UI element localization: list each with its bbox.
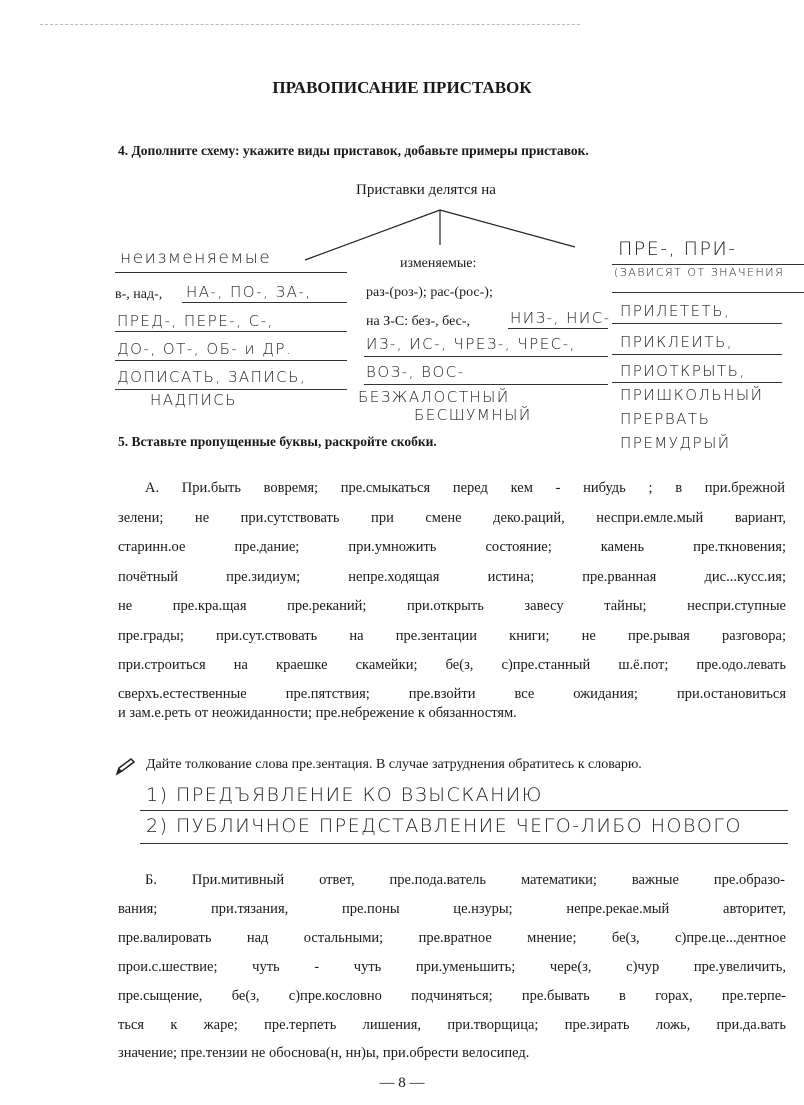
scan-edge	[40, 24, 580, 25]
left-hw: НА-, ПО-, ЗА-,	[186, 283, 312, 301]
right-example: ПРИОТКРЫТЬ,	[620, 362, 746, 380]
task-5: 5. Вставьте пропущенные буквы, раскройте скобки.	[118, 434, 437, 449]
right-example: ПРИЛЕТЕТЬ,	[620, 302, 731, 320]
right-example: ПРИКЛЕИТЬ,	[620, 333, 734, 351]
exercise-line: не пре.кра.щая пре.реканий; при.открыть завесу тайны; неспри.ступные	[118, 598, 786, 614]
right-example: ПРЕМУДРЫЙ	[620, 434, 731, 452]
middle-line: раз-(роз-); рас-(рос-);	[366, 285, 493, 300]
exercise-line: при.строиться на краешке скамейки; бе(з, с)пре.станный ш.ё.пот; пре.одо.левать	[118, 657, 786, 673]
scheme-root: Приставки делятся на	[356, 182, 496, 198]
left-print: в-, над-,	[115, 287, 163, 302]
right-heading: ПРЕ-, ПРИ-	[618, 238, 737, 260]
exercise-line: почётный пре.зидиум; непре.ходящая истина; пре.рванная дис...кусс.ия;	[118, 569, 786, 585]
middle-line: на З-С: без-, бес-,	[366, 314, 471, 329]
right-example: ПРЕРВАТЬ	[620, 410, 711, 428]
exercise-line: значение; пре.тензии не обоснова(н, нн)ы, при.обрести велосипед.	[118, 1045, 530, 1061]
middle-heading: изменяемые:	[400, 256, 477, 271]
right-example: ПРИШКОЛЬНЫЙ	[620, 386, 764, 404]
task-4: 4. Дополните схему: укажите виды приставок, добавьте примеры приставок.	[118, 143, 589, 158]
right-note: (ЗАВИСЯТ ОТ ЗНАЧЕНИЯ	[614, 266, 785, 279]
exercise-line: А. При.быть вовремя; пре.смыкаться перед кем - нибудь ; в при.брежной	[145, 480, 785, 496]
left-heading: неизменяемые	[120, 248, 272, 268]
page-number: — 8 —	[379, 1075, 425, 1091]
pencil-icon	[114, 757, 136, 777]
exercise-line: старинн.ое пре.дание; при.умножить состояние; камень пре.ткновения;	[118, 539, 786, 555]
exercise-line: и зам.е.реть от неожиданности; пре.небрежение к обязанностям.	[118, 705, 517, 721]
exercise-line: ться к жаре; пре.терпеть лишения, при.творщица; пре.зирать ложь, при.да.вать	[118, 1017, 786, 1033]
answer-line: 1) ПРЕДЪЯВЛЕНИЕ КО ВЗЫСКАНИЮ	[146, 784, 543, 806]
left-hw: ДОПИСАТЬ, ЗАПИСЬ,	[117, 368, 307, 386]
interpret-prompt: Дайте толкование слова пре.зентация. В случае затруднения обратитесь к словарю.	[146, 757, 642, 772]
page-title: ПРАВОПИСАНИЕ ПРИСТАВОК	[272, 78, 532, 97]
exercise-line: прои.с.шествие; чуть - чуть при.уменьшить; чере(з, с)чур пре.увеличить,	[118, 959, 786, 975]
middle-hw: БЕЗЖАЛОСТНЫЙ	[358, 388, 510, 406]
middle-hw: БЕСШУМНЫЙ	[414, 406, 532, 424]
exercise-line: сверхъ.естественные пре.пятствия; пре.взойти все ожидания; при.остановиться	[118, 686, 786, 702]
left-hw: ПРЕД-, ПЕРЕ-, С-,	[117, 312, 274, 330]
exercise-line: пре.сыщение, бе(з, с)пре.кословно подчиняться; пре.бывать в горах, пре.терпе-	[118, 988, 786, 1004]
answer-line: 2) ПУБЛИЧНОЕ ПРЕДСТАВЛЕНИЕ ЧЕГО-ЛИБО НОВОГО	[146, 815, 742, 837]
exercise-line: пре.грады; при.сут.ствовать на пре.зентации книги; не пре.рывая разговора;	[118, 628, 786, 644]
exercise-line: пре.валировать над остальными; пре.вратное мнение; бе(з, с)пре.це...дентное	[118, 930, 786, 946]
exercise-line: Б. При.митивный ответ, пре.пода.ватель математики; важные пре.образо-	[145, 872, 785, 888]
exercise-line: вания; при.тязания, пре.поны це.нзуры; непре.рекае.мый авторитет,	[118, 901, 786, 917]
middle-hw: ВОЗ-, ВОС-	[366, 363, 465, 381]
middle-hw: НИЗ-, НИС-	[510, 309, 611, 327]
left-hw: НАДПИСЬ	[150, 391, 238, 409]
middle-hw: ИЗ-, ИС-, ЧРЕЗ-, ЧРЕС-,	[366, 335, 576, 353]
left-hw: ДО-, ОТ-, ОБ- и ДР.	[117, 340, 293, 358]
exercise-line: зелени; не при.сутствовать при смене деко.раций, неспри.емле.мый вариант,	[118, 510, 786, 526]
